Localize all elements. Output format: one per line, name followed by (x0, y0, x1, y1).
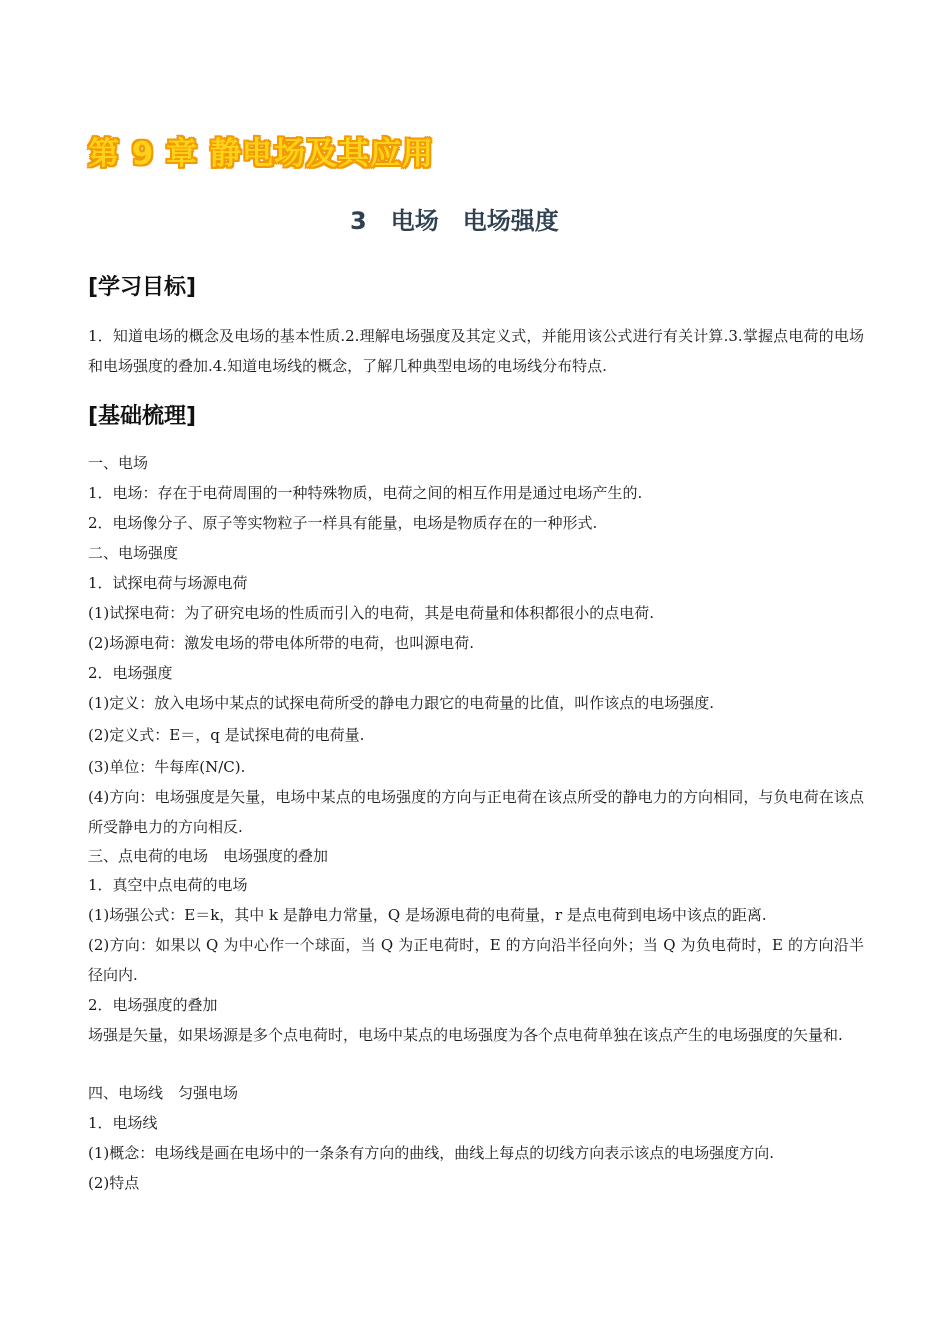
text-paragraph: 场强是矢量，如果场源是多个点电荷时，电场中某点的电场强度为各个点电荷单独在该点产生的电场强度的矢量和. (88, 1026, 843, 1044)
heading-field-strength: 二、电场强度 (88, 544, 179, 562)
lesson-title: 3 电场 电场强度 (350, 207, 559, 235)
text-line: (1)试探电荷：为了研究电场的性质而引入的电荷，其是电荷量和体积都很小的点电荷. (88, 604, 655, 622)
text-line: 2．电场强度 (88, 664, 173, 682)
objectives-paragraph: 1．知道电场的概念及电场的基本性质.2.理解电场强度及其定义式，并能用该公式进行有关计算.3.掌握点电荷的电场和电场强度的叠加.4.知道电场线的概念，了解几种典型电场的电场线分布特点. (88, 327, 864, 375)
text-line: (2)定义式：E＝，q 是试探电荷的电荷量. (88, 726, 365, 744)
text-line: 1．真空中点电荷的电场 (88, 876, 248, 894)
text-line: (3)单位：牛每库(N/C). (88, 758, 246, 776)
text-paragraph: (4)方向：电场强度是矢量，电场中某点的电场强度的方向与正电荷在该点所受的静电力的方向相同，与负电荷在该点所受静电力的方向相反. (88, 788, 864, 836)
heading-point-charge: 三、点电荷的电场 电场强度的叠加 (88, 847, 329, 865)
text-paragraph: (2)方向：如果以 Q 为中心作一个球面，当 Q 为正电荷时，E 的方向沿半径向外；当 Q 为负电荷时，E 的方向沿半径向内. (88, 936, 864, 984)
heading-field-lines: 四、电场线 匀强电场 (88, 1084, 239, 1102)
text-line: 2．电场像分子、原子等实物粒子一样具有能量，电场是物质存在的一种形式. (88, 514, 598, 532)
text-line: (2)场源电荷：激发电场的带电体所带的电荷，也叫源电荷. (88, 634, 475, 652)
heading-electric-field: 一、电场 (88, 454, 149, 472)
text-line: 1．试探电荷与场源电荷 (88, 574, 248, 592)
text-line: 1．电场：存在于电荷周围的一种特殊物质，电荷之间的相互作用是通过电场产生的. (88, 484, 643, 502)
text-line: 1．电场线 (88, 1114, 158, 1132)
text-line: 2．电场强度的叠加 (88, 996, 218, 1014)
text-line: (1)概念：电场线是画在电场中的一条条有方向的曲线，曲线上每点的切线方向表示该点的电场强度方向. (88, 1144, 775, 1162)
text-line: (2)特点 (88, 1174, 140, 1192)
chapter-title: 第 9 章 静电场及其应用 (88, 136, 434, 172)
text-line: (1)定义：放入电场中某点的试探电荷所受的静电力跟它的电荷量的比值，叫作该点的电场强度. (88, 694, 715, 712)
basics-heading: [基础梳理] (88, 404, 197, 429)
objectives-heading: [学习目标] (88, 275, 197, 300)
text-line: (1)场强公式：E＝k，其中 k 是静电力常量，Q 是场源电荷的电荷量，r 是点电荷到电场中该点的距离. (88, 906, 767, 924)
